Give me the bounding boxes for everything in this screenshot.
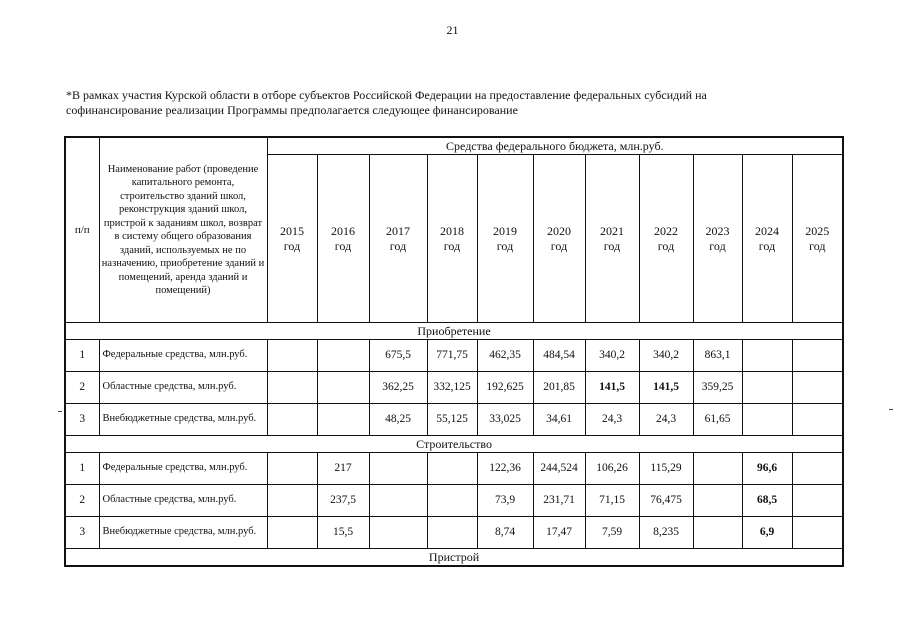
value-cell (267, 485, 317, 517)
year-value: 2023 (705, 223, 730, 238)
year-unit: год (550, 238, 568, 253)
intro-paragraph (66, 88, 826, 118)
year-unit: год (443, 238, 461, 253)
header-federal-budget: Средства федерального бюджета, млн.руб. (267, 137, 843, 155)
year-value: 2020 (547, 223, 571, 238)
year-value: 2024 (755, 223, 779, 238)
value-cell: 8,74 (477, 517, 533, 549)
row-name: Федеральные средства, млн.руб. (99, 340, 267, 372)
header-year (693, 155, 742, 323)
year-unit: год (709, 238, 726, 253)
row-number: 2 (65, 485, 99, 517)
year-unit: год (809, 238, 826, 253)
value-cell: 7,59 (585, 517, 639, 549)
value-cell: 122,36 (477, 453, 533, 485)
value-cell (742, 404, 792, 436)
value-cell: 340,2 (585, 340, 639, 372)
row-number: 1 (65, 340, 99, 372)
value-cell (267, 404, 317, 436)
value-cell (369, 485, 427, 517)
value-cell: 76,475 (639, 485, 693, 517)
value-cell: 340,2 (639, 340, 693, 372)
value-cell (792, 404, 843, 436)
value-cell (792, 517, 843, 549)
value-cell: 244,524 (533, 453, 585, 485)
value-cell (267, 517, 317, 549)
value-cell: 237,5 (317, 485, 369, 517)
header-year (267, 155, 317, 323)
header-year (585, 155, 639, 323)
year-unit: год (758, 238, 776, 253)
value-cell: 34,61 (533, 404, 585, 436)
value-cell (792, 453, 843, 485)
header-year (477, 155, 533, 323)
year-unit: год (496, 238, 514, 253)
value-cell (427, 485, 477, 517)
row-number: 3 (65, 404, 99, 436)
value-cell: 71,15 (585, 485, 639, 517)
header-year (533, 155, 585, 323)
year-unit: год (334, 238, 352, 253)
value-cell: 15,5 (317, 517, 369, 549)
value-cell: 48,25 (369, 404, 427, 436)
row-name: Внебюджетные средства, млн.руб. (99, 517, 267, 549)
value-cell: 362,25 (369, 372, 427, 404)
value-cell: 771,75 (427, 340, 477, 372)
value-cell: 201,85 (533, 372, 585, 404)
row-name: Внебюджетные средства, млн.руб. (99, 404, 267, 436)
year-value: 2019 (493, 223, 517, 238)
scan-mark-left (58, 411, 62, 412)
value-cell: 6,9 (742, 517, 792, 549)
value-cell (792, 340, 843, 372)
value-cell: 73,9 (477, 485, 533, 517)
table-row (65, 485, 843, 517)
value-cell (792, 372, 843, 404)
header-year (369, 155, 427, 323)
header-year (639, 155, 693, 323)
value-cell: 484,54 (533, 340, 585, 372)
value-cell (693, 453, 742, 485)
value-cell: 359,25 (693, 372, 742, 404)
value-cell: 217 (317, 453, 369, 485)
table-row (65, 453, 843, 485)
value-cell: 24,3 (585, 404, 639, 436)
value-cell (267, 453, 317, 485)
row-number: 2 (65, 372, 99, 404)
value-cell: 55,125 (427, 404, 477, 436)
section-row (65, 323, 843, 340)
table-row (65, 404, 843, 436)
value-cell: 24,3 (639, 404, 693, 436)
value-cell (792, 485, 843, 517)
value-cell: 8,235 (639, 517, 693, 549)
value-cell: 462,35 (477, 340, 533, 372)
table-row (65, 372, 843, 404)
row-number: 3 (65, 517, 99, 549)
year-unit: год (389, 238, 407, 253)
intro-line-1: *В рамках участия Курской области в отборе субъектов Российской Федерации на предоставление федеральных субсидий на (66, 88, 707, 102)
value-cell: 141,5 (639, 372, 693, 404)
financing-table (64, 136, 844, 567)
value-cell: 332,125 (427, 372, 477, 404)
table-row (65, 517, 843, 549)
value-cell (369, 453, 427, 485)
value-cell: 231,71 (533, 485, 585, 517)
year-value: 2016 (331, 223, 355, 238)
value-cell (693, 517, 742, 549)
row-name: Областные средства, млн.руб. (99, 485, 267, 517)
section-row (65, 549, 843, 567)
year-unit: год (283, 238, 301, 253)
value-cell (693, 485, 742, 517)
intro-line-2: софинансирование реализации Программы предполагается следующее финансирование (66, 103, 518, 117)
value-cell: 141,5 (585, 372, 639, 404)
year-value: 2025 (805, 223, 830, 238)
value-cell: 115,29 (639, 453, 693, 485)
page-number: 21 (446, 23, 459, 37)
value-cell (267, 340, 317, 372)
year-value: 2015 (280, 223, 304, 238)
year-unit: год (657, 238, 675, 253)
row-number: 1 (65, 453, 99, 485)
value-cell: 61,65 (693, 404, 742, 436)
header-year (742, 155, 792, 323)
value-cell (742, 372, 792, 404)
row-name: Федеральные средства, млн.руб. (99, 453, 267, 485)
value-cell: 17,47 (533, 517, 585, 549)
row-name: Областные средства, млн.руб. (99, 372, 267, 404)
year-value: 2018 (440, 223, 464, 238)
header-work-name: Наименование работ (проведение капитального ремонта, строительство зданий школ, реконструкция зданий школ, пристрой к заданиям школ, возврат в систему общего образования зданий, используемых не по назначению, приобретение зданий и помещений, аренда зданий и помещений) (99, 137, 267, 323)
year-unit: год (603, 238, 621, 253)
value-cell (317, 372, 369, 404)
value-cell (427, 517, 477, 549)
value-cell (317, 404, 369, 436)
value-cell (369, 517, 427, 549)
section-title: Пристрой (65, 549, 843, 567)
value-cell (317, 340, 369, 372)
value-cell (427, 453, 477, 485)
year-value: 2022 (654, 223, 678, 238)
value-cell: 675,5 (369, 340, 427, 372)
scan-mark-right (889, 409, 893, 410)
value-cell: 106,26 (585, 453, 639, 485)
value-cell (742, 340, 792, 372)
header-year (427, 155, 477, 323)
year-value: 2021 (600, 223, 624, 238)
value-cell: 68,5 (742, 485, 792, 517)
year-value: 2017 (386, 223, 410, 238)
value-cell: 192,625 (477, 372, 533, 404)
header-year (792, 155, 843, 323)
value-cell: 96,6 (742, 453, 792, 485)
value-cell (267, 372, 317, 404)
section-title: Строительство (65, 436, 843, 453)
section-title: Приобретение (65, 323, 843, 340)
value-cell: 33,025 (477, 404, 533, 436)
table-row (65, 340, 843, 372)
section-row (65, 436, 843, 453)
value-cell: 863,1 (693, 340, 742, 372)
header-year (317, 155, 369, 323)
header-pp: п/п (65, 137, 99, 323)
